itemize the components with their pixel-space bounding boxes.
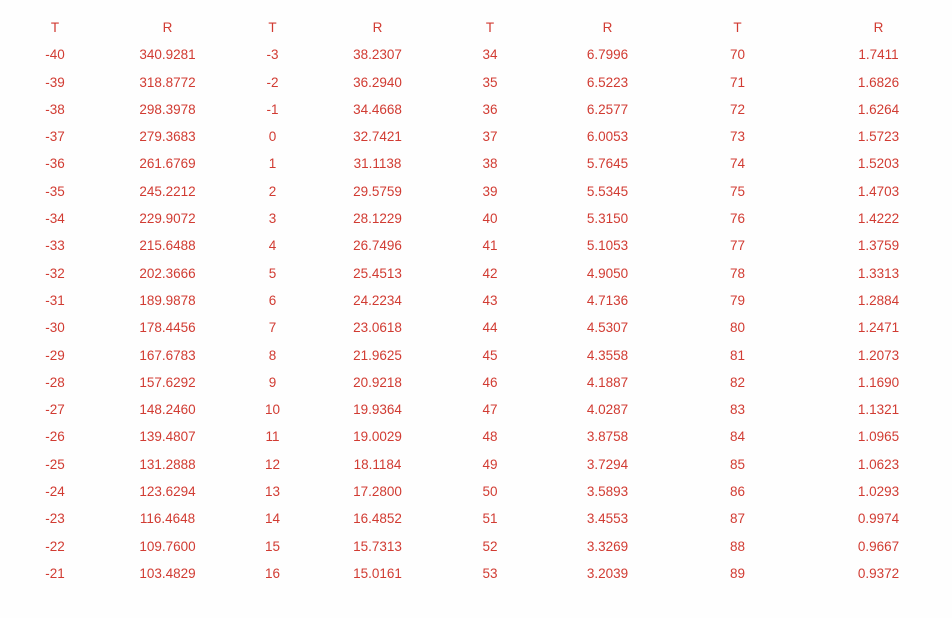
resistance-cell: 3.5893 xyxy=(586,484,629,500)
resistance-cell: 318.8772 xyxy=(139,74,196,90)
temperature-cell: 52 xyxy=(482,538,498,554)
column-header-t-2: T xyxy=(268,20,277,35)
resistance-cell: 1.2073 xyxy=(857,347,900,363)
resistance-cell: 5.1053 xyxy=(586,238,629,254)
temperature-cell: -3 xyxy=(266,47,279,63)
resistance-cell: 3.8758 xyxy=(586,429,629,445)
temperature-cell: -33 xyxy=(45,238,65,254)
resistance-cell: 103.4829 xyxy=(139,565,196,581)
temperature-cell: 1 xyxy=(268,156,277,172)
temperature-cell: 72 xyxy=(729,101,746,117)
temperature-cell: 13 xyxy=(264,484,281,500)
column-header-r-1: R xyxy=(162,20,173,35)
resistance-cell: 4.0287 xyxy=(586,402,629,418)
resistance-cell: 1.7411 xyxy=(858,47,899,63)
resistance-cell: 36.2940 xyxy=(353,74,402,90)
temperature-cell: -28 xyxy=(45,374,65,390)
column-header-t-4: T xyxy=(733,20,742,35)
temperature-cell: 43 xyxy=(482,292,498,308)
temperature-cell: 39 xyxy=(482,183,498,199)
temperature-cell: 76 xyxy=(729,211,746,227)
temperature-cell: 0 xyxy=(268,129,277,145)
column-header-r-3: R xyxy=(602,20,613,35)
resistance-cell: 279.3683 xyxy=(139,129,196,145)
temperature-cell: -23 xyxy=(45,511,65,527)
resistance-cell: 3.4553 xyxy=(586,511,629,527)
resistance-cell: 1.3759 xyxy=(857,238,900,254)
temperature-cell: 42 xyxy=(482,265,498,281)
temperature-cell: 14 xyxy=(264,511,281,527)
resistance-cell: 1.1321 xyxy=(857,402,900,418)
temperature-cell: 75 xyxy=(729,183,746,199)
column-header-t-3: T xyxy=(485,20,495,35)
temperature-cell: 88 xyxy=(729,538,746,554)
resistance-cell: 167.6783 xyxy=(139,347,196,363)
temperature-cell: 15 xyxy=(264,538,281,554)
temperature-cell: 85 xyxy=(729,456,746,472)
resistance-cell: 3.7294 xyxy=(586,456,629,472)
temperature-cell: 79 xyxy=(729,292,746,308)
temperature-cell: 83 xyxy=(729,402,746,418)
resistance-cell: 4.3558 xyxy=(586,347,629,363)
temperature-cell: 45 xyxy=(482,347,498,363)
temperature-cell: -1 xyxy=(266,101,279,117)
resistance-cell: 16.4852 xyxy=(353,511,402,527)
resistance-cell: 4.9050 xyxy=(586,265,629,281)
resistance-cell: 1.5203 xyxy=(857,156,900,172)
resistance-cell: 19.0029 xyxy=(353,429,402,445)
resistance-cell: 109.7600 xyxy=(139,538,196,554)
resistance-cell: 31.1138 xyxy=(353,156,402,172)
resistance-cell: 1.0293 xyxy=(857,484,900,500)
temperature-cell: -34 xyxy=(45,211,65,227)
resistance-cell: 1.4703 xyxy=(857,183,900,199)
resistance-cell: 202.3666 xyxy=(139,265,196,281)
temperature-cell: 84 xyxy=(729,429,746,445)
resistance-cell: 229.9072 xyxy=(139,211,196,227)
temperature-cell: -31 xyxy=(45,292,65,308)
resistance-cell: 28.1229 xyxy=(353,211,402,227)
resistance-cell: 178.4456 xyxy=(139,320,196,336)
temperature-cell: -26 xyxy=(45,429,65,445)
temperature-cell: 44 xyxy=(482,320,498,336)
resistance-cell: 5.7645 xyxy=(586,156,629,172)
resistance-cell: 38.2307 xyxy=(353,47,402,63)
temperature-cell: -32 xyxy=(45,265,65,281)
temperature-cell: 82 xyxy=(729,374,746,390)
temperature-cell: 89 xyxy=(729,565,746,581)
resistance-cell: 1.5723 xyxy=(857,129,900,145)
temperature-cell: 77 xyxy=(729,238,746,254)
resistance-cell: 5.5345 xyxy=(586,183,629,199)
resistance-cell: 1.1690 xyxy=(857,374,900,390)
resistance-cell: 215.6488 xyxy=(139,238,196,254)
temperature-cell: 81 xyxy=(729,347,746,363)
temperature-cell: 80 xyxy=(729,320,746,336)
resistance-cell: 32.7421 xyxy=(353,129,402,145)
column-header-t-1: T xyxy=(50,20,60,35)
resistance-cell: 0.9372 xyxy=(857,565,900,581)
resistance-cell: 4.5307 xyxy=(586,320,629,336)
resistance-cell: 15.0161 xyxy=(353,565,402,581)
temperature-cell: 51 xyxy=(482,511,498,527)
temperature-cell: 36 xyxy=(482,101,498,117)
temperature-cell: 47 xyxy=(482,402,498,418)
resistance-cell: 0.9974 xyxy=(857,511,900,527)
temperature-cell: 38 xyxy=(482,156,498,172)
temperature-cell: 6 xyxy=(268,292,277,308)
temperature-cell: 46 xyxy=(482,374,498,390)
resistance-cell: 29.5759 xyxy=(353,183,402,199)
resistance-cell: 1.0623 xyxy=(857,456,900,472)
resistance-cell: 1.6826 xyxy=(857,74,900,90)
resistance-cell: 1.2471 xyxy=(857,320,900,336)
temperature-cell: -22 xyxy=(45,538,65,554)
resistance-cell: 4.7136 xyxy=(586,292,629,308)
temperature-cell: 48 xyxy=(482,429,498,445)
resistance-cell: 189.9878 xyxy=(139,292,196,308)
resistance-cell: 1.0965 xyxy=(857,429,900,445)
resistance-cell: 20.9218 xyxy=(353,374,402,390)
resistance-cell: 6.7996 xyxy=(586,47,629,63)
temperature-cell: 78 xyxy=(729,265,746,281)
temperature-cell: 12 xyxy=(264,456,281,472)
temperature-cell: -37 xyxy=(45,129,65,145)
temperature-cell: 73 xyxy=(729,129,746,145)
resistance-cell: 131.2888 xyxy=(139,456,196,472)
resistance-cell: 116.4648 xyxy=(139,511,196,527)
temperature-cell: -35 xyxy=(45,183,65,199)
temperature-cell: 9 xyxy=(268,374,277,390)
resistance-cell: 6.5223 xyxy=(586,74,629,90)
temperature-cell: 11 xyxy=(265,429,280,445)
temperature-cell: 3 xyxy=(268,211,277,227)
temperature-cell: 53 xyxy=(482,565,498,581)
resistance-cell: 23.0618 xyxy=(353,320,402,336)
column-header-r-4: R xyxy=(873,20,884,35)
temperature-cell: -29 xyxy=(45,347,65,363)
temperature-cell: 87 xyxy=(729,511,746,527)
resistance-cell: 6.0053 xyxy=(586,129,629,145)
resistance-cell: 340.9281 xyxy=(139,47,196,63)
column-header-r-2: R xyxy=(372,20,383,35)
resistance-cell: 261.6769 xyxy=(139,156,196,172)
temperature-cell: 49 xyxy=(482,456,498,472)
resistance-cell: 24.2234 xyxy=(353,292,402,308)
resistance-cell: 21.9625 xyxy=(353,347,402,363)
resistance-cell: 139.4807 xyxy=(139,429,196,445)
temperature-cell: -38 xyxy=(45,101,65,117)
resistance-cell: 298.3978 xyxy=(139,101,196,117)
temperature-cell: -25 xyxy=(45,456,65,472)
temperature-cell: 34 xyxy=(482,47,498,63)
resistance-cell: 17.2800 xyxy=(353,484,402,500)
temperature-cell: 10 xyxy=(264,402,281,418)
resistance-cell: 25.4513 xyxy=(353,265,402,281)
resistance-cell: 123.6294 xyxy=(139,484,196,500)
temperature-cell: -39 xyxy=(45,74,65,90)
temperature-cell: 40 xyxy=(482,211,498,227)
resistance-cell: 1.2884 xyxy=(857,292,900,308)
resistance-cell: 4.1887 xyxy=(586,374,629,390)
temperature-cell: -21 xyxy=(45,565,65,581)
temperature-cell: 5 xyxy=(268,265,277,281)
temperature-cell: 50 xyxy=(482,484,498,500)
temperature-cell: 41 xyxy=(482,238,498,254)
temperature-cell: -36 xyxy=(45,156,65,172)
resistance-cell: 6.2577 xyxy=(586,101,629,117)
resistance-cell: 34.4668 xyxy=(353,101,402,117)
temperature-cell: 4 xyxy=(268,238,277,254)
temperature-cell: 7 xyxy=(268,320,277,336)
temperature-cell: -30 xyxy=(45,320,65,336)
resistance-cell: 15.7313 xyxy=(353,538,402,554)
resistance-cell: 1.4222 xyxy=(857,211,900,227)
resistance-cell: 26.7496 xyxy=(353,238,402,254)
temperature-cell: 37 xyxy=(482,129,498,145)
temperature-cell: 16 xyxy=(264,565,281,581)
temperature-cell: -24 xyxy=(45,484,65,500)
resistance-cell: 5.3150 xyxy=(586,211,629,227)
temperature-cell: 74 xyxy=(729,156,746,172)
temperature-cell: 70 xyxy=(729,47,746,63)
temperature-cell: -40 xyxy=(45,47,65,63)
temperature-cell: 86 xyxy=(729,484,746,500)
resistance-cell: 3.2039 xyxy=(586,565,629,581)
resistance-cell: 148.2460 xyxy=(139,402,196,418)
resistance-cell: 3.3269 xyxy=(586,538,629,554)
resistance-cell: 1.3313 xyxy=(857,265,900,281)
resistance-cell: 157.6292 xyxy=(139,374,196,390)
temperature-cell: 71 xyxy=(729,74,746,90)
temperature-cell: 2 xyxy=(268,183,277,199)
resistance-cell: 18.1184 xyxy=(353,456,402,472)
resistance-cell: 245.2212 xyxy=(139,183,196,199)
temperature-cell: 35 xyxy=(482,74,498,90)
resistance-cell: 19.9364 xyxy=(353,402,402,418)
resistance-cell: 1.6264 xyxy=(857,101,900,117)
temperature-cell: 8 xyxy=(268,347,277,363)
resistance-cell: 0.9667 xyxy=(857,538,900,554)
temperature-cell: -2 xyxy=(266,74,279,90)
temperature-cell: -27 xyxy=(45,402,65,418)
